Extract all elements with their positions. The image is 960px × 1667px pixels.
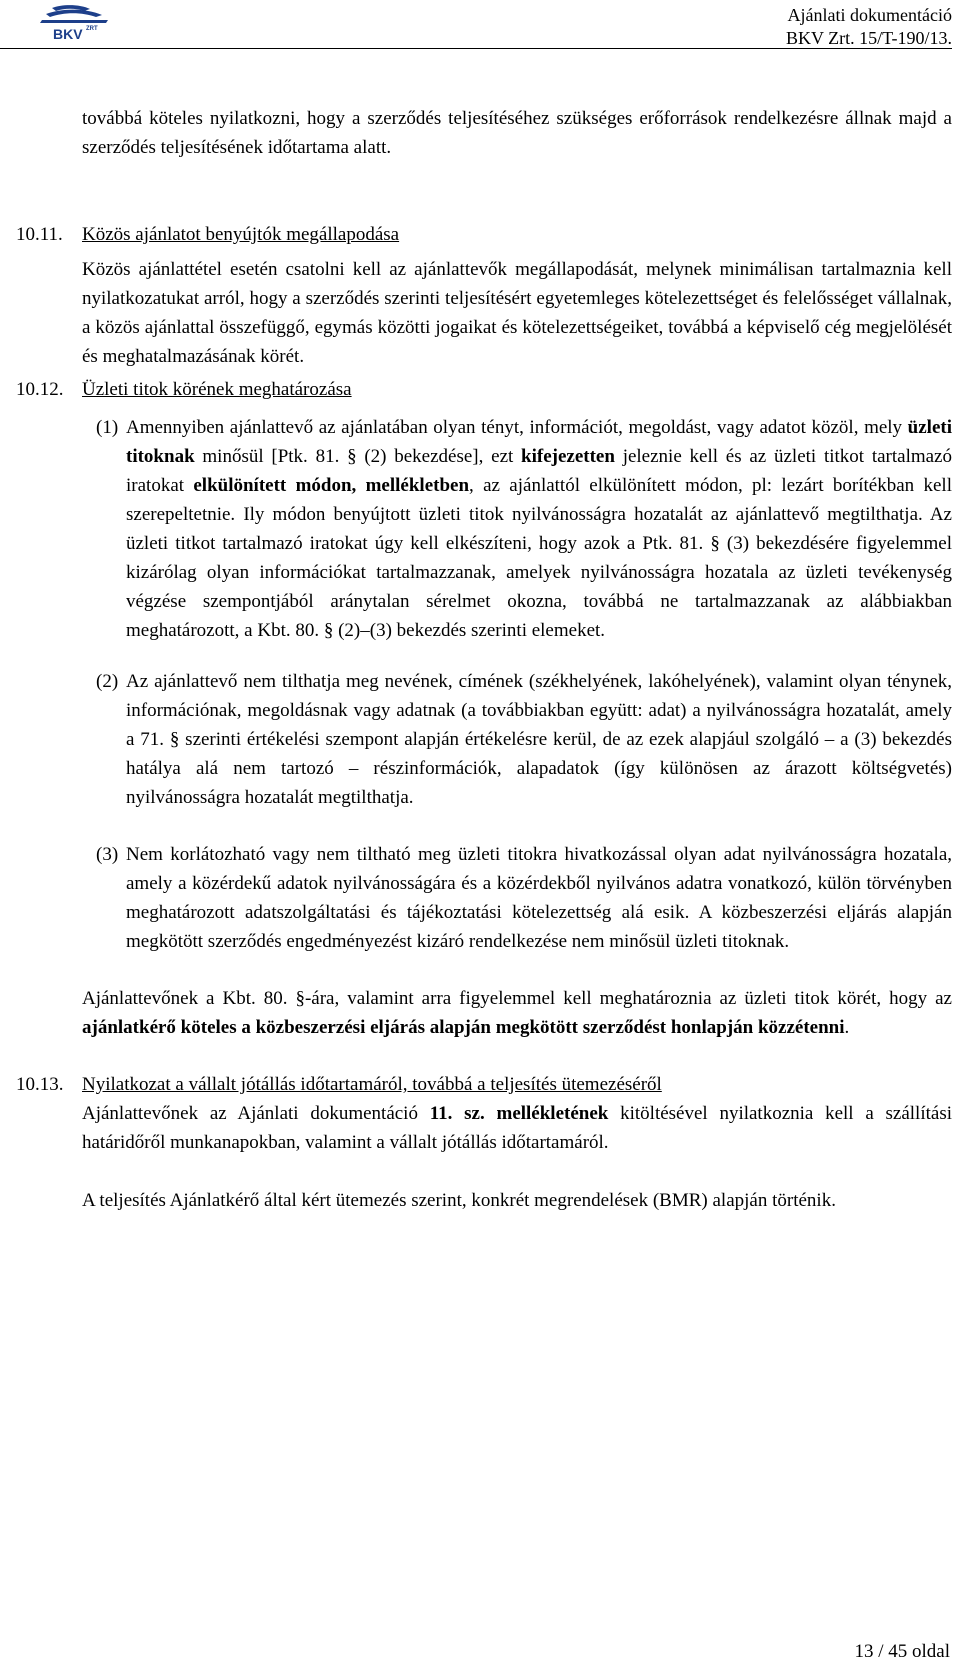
section-title: Nyilatkozat a vállalt jótállás időtartamáról, továbbá a teljesítés ütemezéséről — [82, 1074, 662, 1095]
item-number: (3) — [96, 844, 119, 865]
section-10-13-text: Ajánlattevőnek az Ajánlati dokumentáció 11. sz. mellékletének kitöltésével nyilatkoznia kell a szállítási határidőről munkanapokban, valamint a vállalt jótállás időtartamáról. — [82, 1103, 952, 1153]
section-number: 10.13. — [16, 1074, 64, 1095]
item-text: Az ajánlattevő nem tilthatja meg nevének, címének (székhelyének, lakóhelyének), valamint olyan ténynek, információnak, megoldásnak vagy adatnak (a továbbiakban együtt: adat) a nyilvánosságra hozatalát, amely a 71. § szerinti értékelési szempont alapján értékelésre kerül, de az ezek alapjául szolgáló – a (3) bekezdés hatálya alá nem tartozó – részinformációk, alapadatok (így különösen az árazott költségvetés) nyilvánosságra hozatalát megtilthatja. — [126, 671, 952, 808]
svg-text:BKV: BKV — [53, 26, 83, 42]
list-item-2 — [96, 667, 952, 812]
document-header — [786, 4, 952, 50]
item-text: Amennyiben ajánlattevő az ajánlatában olyan tényt, információt, megoldást, vagy adatot közöl, mely üzleti titoknak minősül [Ptk. 81. § (2) bekezdése], ezt kifejezetten jeleznie kell és az üzleti titkot tartalmazó iratokat elkülönített módon, mellékletben, az ajánlattól elkülönített módon, pl: lezárt borítékban kell szerepeltetnie. Ily módon benyújtott üzleti titok nyilvánosságra hozatalát az ajánlattevő megtilthatja. Az üzleti titkot tartalmazó iratokat úgy kell elkészíteni, hogy azok a Ptk. 81. § (3) bekezdésére figyelemmel kizárólag olyan információkat tartalmazzanak, amelyek nyilvánosságra hozatala az üzleti tevékenység végzése szempontjából aránytalan sérelmet okozna, továbbá ne tartalmazzanak az alábbiakban meghatározott, a Kbt. 80. § (2)–(3) bekezdés szerinti elemeket. — [126, 417, 952, 641]
section-10-12-heading — [16, 375, 952, 404]
section-10-13-text-2: A teljesítés Ajánlatkérő által kért ütemezés szerint, konkrét megrendelések (BMR) alapján történik. — [82, 1190, 836, 1211]
doc-title: Ajánlati dokumentáció — [787, 5, 952, 25]
list-item-1 — [96, 413, 952, 645]
list-item-3 — [96, 840, 952, 956]
item-text: Nem korlátozható vagy nem tiltható meg üzleti titokra hivatkozással olyan adat nyilvánosságra hozatala, amely a közérdekű adatok nyilvánosságára és a közérdekből nyilvános adatra vonatkozó, külön törvényben meghatározott adatszolgáltatási és tájékoztatási kötelezettség alá esik. A közbeszerzési eljárás alapján megkötött szerződés engedményezést kizáró rendelkezése nem minősül üzleti titoknak. — [126, 844, 952, 952]
page-number: 13 / 45 oldal — [854, 1641, 950, 1662]
section-title: Üzleti titok körének meghatározása — [82, 379, 352, 400]
header-rule — [0, 48, 952, 49]
item-number: (1) — [96, 417, 119, 438]
svg-text:ZRT: ZRT — [86, 26, 98, 32]
doc-reference: BKV Zrt. 15/T-190/13. — [785, 28, 952, 48]
item-number: (2) — [96, 671, 119, 692]
bkv-logo — [22, 4, 122, 44]
section-number: 10.12. — [16, 379, 64, 400]
section-number: 10.11. — [16, 224, 63, 245]
section-10-11-text: Közös ajánlattétel esetén csatolni kell az ajánlattevők megállapodását, melynek minimálisan tartalmaznia kell nyilatkozatukat arról, hogy a szerződés szerinti teljesítésért egyetemleges kötelezettséget és felelősséget vállalnak, a közös ajánlattal összefüggő, egymás közötti jogaikat és kötelezettségeiket, továbbá a képviselő cég megjelölését és meghatalmazásának körét. — [82, 259, 952, 367]
section-10-11-heading — [16, 220, 952, 249]
intro-paragraph: továbbá köteles nyilatkozni, hogy a szerződés teljesítéséhez szükséges erőforrások rendelkezésre állnak majd a szerződés teljesítésének időtartama alatt. — [82, 108, 952, 158]
section-10-12-closing: Ajánlattevőnek a Kbt. 80. §-ára, valamint arra figyelemmel kell meghatároznia az üzleti titok körét, hogy az ajánlatkérő köteles a közbeszerzési eljárás alapján megkötött szerződést honlapján közzétenni. — [82, 988, 952, 1038]
section-title: Közös ajánlatot benyújtók megállapodása — [82, 224, 400, 245]
page-body — [16, 104, 952, 1215]
section-10-13-heading — [16, 1070, 952, 1099]
